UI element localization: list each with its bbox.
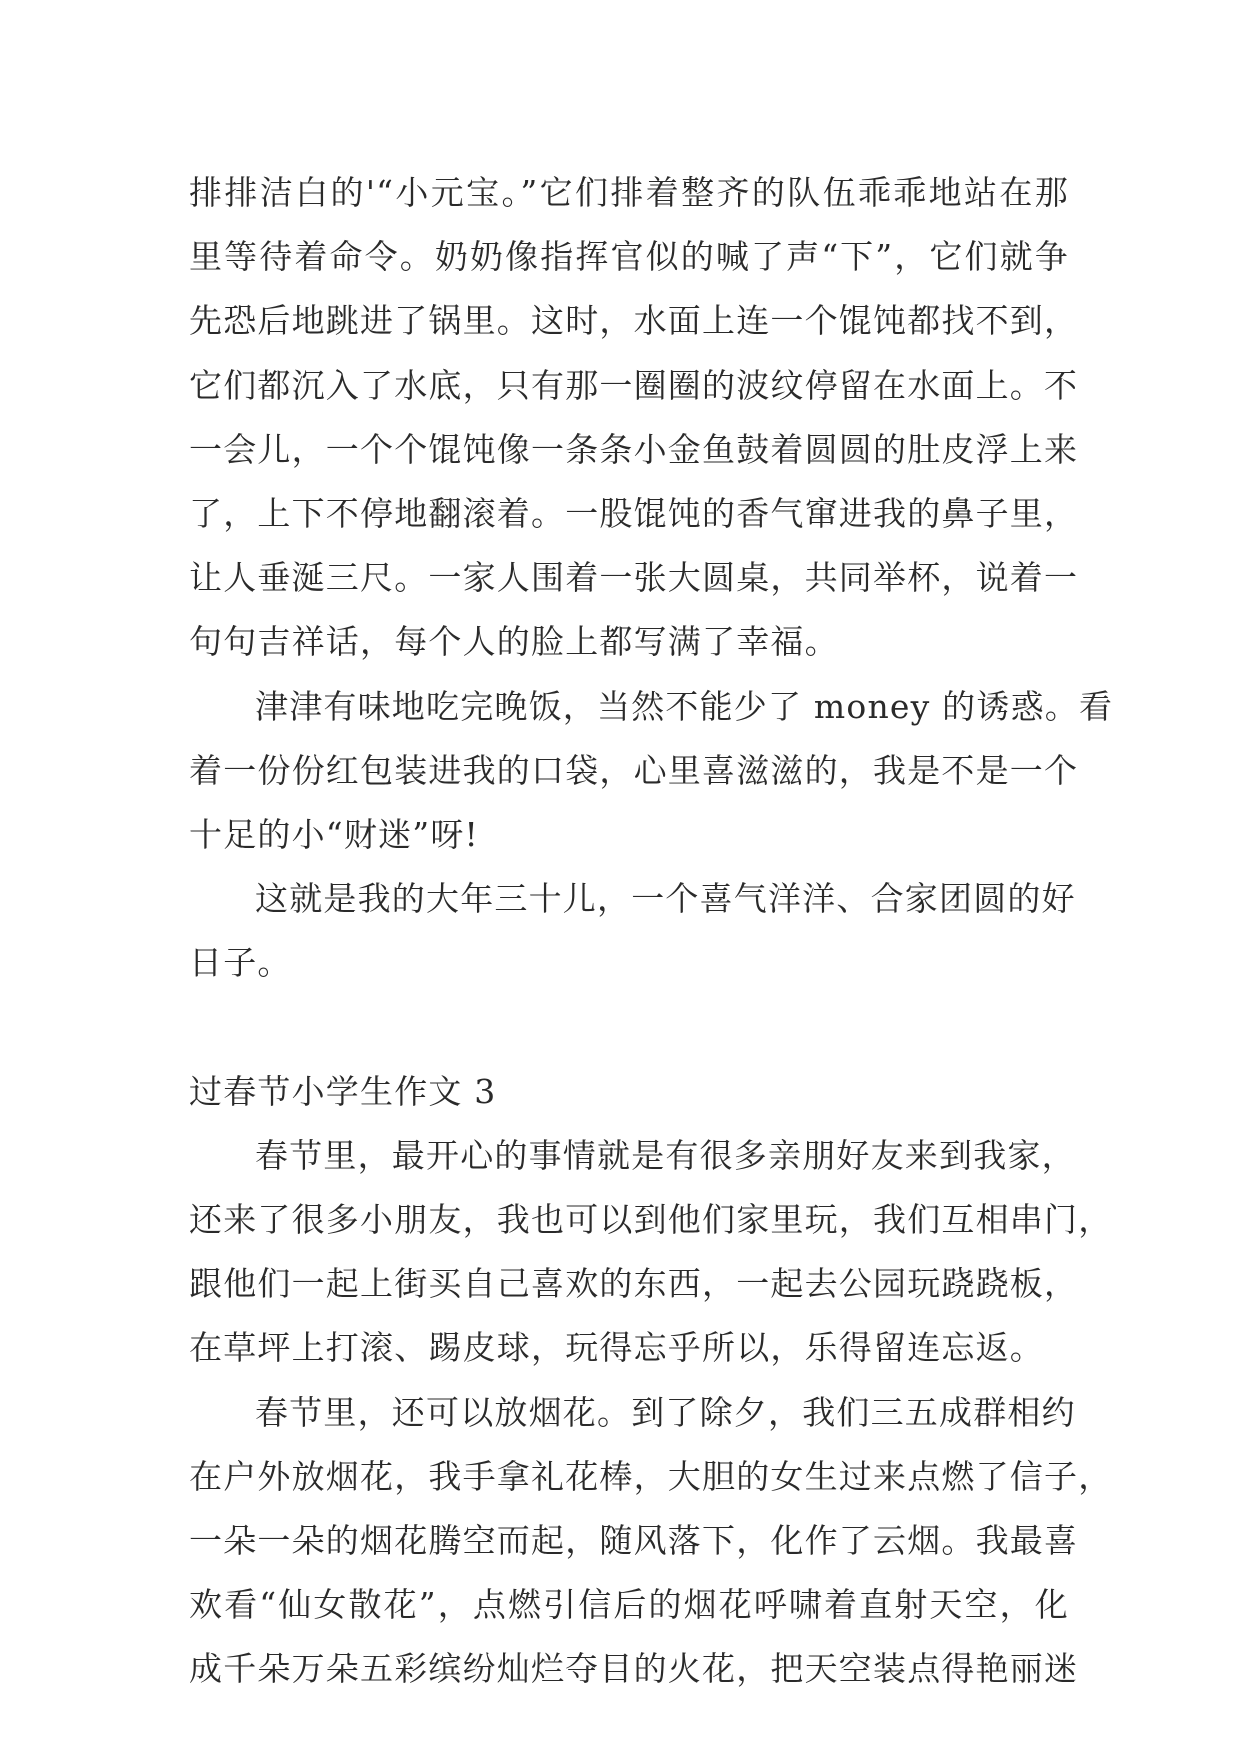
paragraph-fireworks bbox=[189, 1381, 1113, 1702]
paragraph-new-year-eve bbox=[189, 867, 1076, 995]
text-line: 一朵一朵的烟花腾空而起，随风落下，化作了云烟。我最喜 bbox=[189, 1520, 1079, 1560]
blank-line bbox=[189, 995, 1069, 1059]
text-line: 十足的小“财迷”呀! bbox=[189, 814, 480, 854]
text-line: 了，上下不停地翻滚着。一股馄饨的香气窜进我的鼻子里， bbox=[189, 493, 1079, 533]
text-line: 着一份份红包装进我的口袋，心里喜滋滋的，我是不是一个 bbox=[189, 750, 1079, 790]
text-line: 句句吉祥话，每个人的脸上都写满了幸福。 bbox=[189, 622, 839, 662]
text-line: 成千朵万朵五彩缤纷灿烂夺目的火花，把天空装点得艳丽迷 bbox=[189, 1649, 1079, 1689]
text-line: 津津有味地吃完晚饭，当然不能少了 money 的诱惑。看 bbox=[255, 686, 1114, 726]
text-line: 在户外放烟花，我手拿礼花棒，大胆的女生过来点燃了信子， bbox=[189, 1456, 1113, 1496]
text-line: 排排洁白的'“小元宝。”它们排着整齐的队伍乖乖地站在那 bbox=[189, 173, 1069, 212]
text-line: 里等待着命令。奶奶像指挥官似的喊了声“下”，它们就争 bbox=[189, 237, 1069, 277]
text-line: 它们都沉入了水底，只有那一圈圈的波纹停留在水面上。不 bbox=[189, 365, 1079, 405]
text-line: 在草坪上打滚、踢皮球，玩得忘乎所以，乐得留连忘返。 bbox=[189, 1328, 1044, 1368]
essay-heading: 过春节小学生作文 3 bbox=[189, 1071, 497, 1111]
text-line: 欢看“仙女散花”，点燃引信后的烟花呼啸着直射天空，化 bbox=[189, 1585, 1069, 1625]
text-line: 春节里，最开心的事情就是有很多亲朋好友来到我家， bbox=[255, 1135, 1076, 1175]
text-line: 这就是我的大年三十儿，一个喜气洋洋、合家团圆的好 bbox=[255, 879, 1076, 919]
document-body bbox=[189, 161, 1114, 1702]
paragraph-continued bbox=[189, 161, 1079, 675]
text-line: 跟他们一起上街买自己喜欢的东西，一起去公园玩跷跷板， bbox=[189, 1264, 1079, 1304]
text-line: 日子。 bbox=[189, 943, 292, 983]
text-line: 一会儿，一个个馄饨像一条条小金鱼鼓着圆圆的肚皮浮上来 bbox=[189, 429, 1079, 469]
text-line: 先恐后地跳进了锅里。这时，水面上连一个馄饨都找不到， bbox=[189, 301, 1079, 341]
text-line: 还来了很多小朋友，我也可以到他们家里玩，我们互相串门， bbox=[189, 1200, 1113, 1239]
paragraph-dinner-money bbox=[189, 675, 1114, 868]
paragraph-spring-festival-friends bbox=[189, 1124, 1113, 1381]
text-line: 让人垂涎三尺。一家人围着一张大圆桌，共同举杯，说着一 bbox=[189, 558, 1079, 598]
text-line: 春节里，还可以放烟花。到了除夕，我们三五成群相约 bbox=[255, 1392, 1076, 1432]
